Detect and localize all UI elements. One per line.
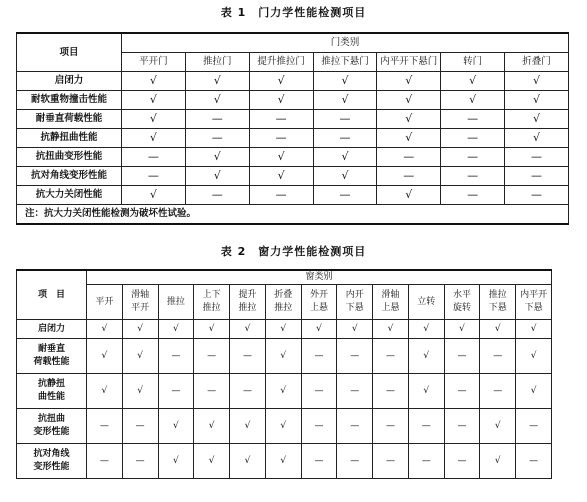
column-header-line: 旋转	[453, 303, 472, 313]
table-cell: √	[185, 167, 249, 186]
column-header-line: 外开	[309, 290, 328, 300]
table-cell: —	[87, 409, 123, 444]
column-header-line: 推拉	[202, 303, 221, 313]
table-cell: —	[249, 110, 313, 129]
table-cell: √	[194, 444, 230, 479]
table-cell: —	[122, 148, 186, 167]
table-cell: —	[408, 409, 444, 444]
table-cell: √	[408, 320, 444, 339]
table-cell: √	[505, 91, 569, 110]
table-cell: —	[313, 129, 377, 148]
column-header-line: 推拉	[274, 303, 293, 313]
row-label-line: 抗对角线	[33, 449, 70, 459]
door-test-table	[16, 32, 569, 225]
column-header-line: 提升	[238, 290, 257, 300]
column-header-line: 下悬	[524, 303, 543, 313]
column-header	[480, 285, 516, 320]
column-header	[194, 285, 230, 320]
door-category-header: 门类别	[122, 33, 569, 53]
table-row	[17, 91, 569, 110]
table-row	[17, 320, 552, 339]
table-cell: √	[377, 72, 441, 91]
table-cell: √	[158, 320, 194, 339]
table-note: 注：抗大力关闭性能检测为破坏性试验。	[17, 205, 569, 225]
column-header: 折叠门	[505, 53, 569, 72]
column-header: 内平开下悬门	[377, 53, 441, 72]
table-cell: —	[185, 186, 249, 205]
column-header	[158, 285, 194, 320]
table-row	[17, 374, 552, 409]
table-cell: —	[194, 374, 230, 409]
table-cell: —	[373, 374, 409, 409]
table-cell: —	[480, 339, 516, 374]
table-cell: —	[408, 444, 444, 479]
row-label: 抗大力关闭性能	[17, 186, 122, 205]
table-cell: √	[313, 167, 377, 186]
table-cell: √	[87, 339, 123, 374]
table-cell: —	[441, 110, 505, 129]
column-header: 平开门	[122, 53, 186, 72]
column-header: 提升推拉门	[249, 53, 313, 72]
table-cell: √	[441, 72, 505, 91]
table-cell: √	[194, 320, 230, 339]
table-cell: √	[122, 72, 186, 91]
table-cell: √	[516, 339, 552, 374]
window-test-table	[16, 269, 552, 479]
table-cell: √	[122, 339, 158, 374]
table-cell: √	[265, 444, 301, 479]
table-row	[17, 339, 552, 374]
table-cell: √	[87, 374, 123, 409]
table-cell: —	[158, 339, 194, 374]
table-cell: √	[122, 110, 186, 129]
row-label	[17, 444, 87, 479]
table-cell: —	[301, 444, 337, 479]
table-row	[17, 129, 569, 148]
table-cell: √	[230, 320, 266, 339]
table-cell: —	[301, 339, 337, 374]
table-cell: √	[377, 110, 441, 129]
column-header	[337, 285, 373, 320]
table-cell: √	[265, 374, 301, 409]
column-header	[87, 285, 123, 320]
item-header: 项目	[17, 33, 122, 72]
row-label-line: 曲性能	[37, 392, 65, 402]
table-cell: —	[505, 148, 569, 167]
table-cell: —	[230, 374, 266, 409]
table-cell: —	[337, 444, 373, 479]
table-cell: —	[230, 339, 266, 374]
item-header: 项 目	[17, 270, 87, 320]
column-header-line: 滑轴	[131, 290, 150, 300]
table-cell: —	[441, 148, 505, 167]
table-cell: √	[377, 186, 441, 205]
column-header: 推拉门	[185, 53, 249, 72]
row-label: 抗对角线变形性能	[17, 167, 122, 186]
table-cell: √	[158, 409, 194, 444]
row-label	[17, 320, 87, 339]
table-cell: √	[249, 167, 313, 186]
column-header	[265, 285, 301, 320]
table-cell: —	[194, 339, 230, 374]
column-header-line: 推拉	[238, 303, 257, 313]
table-cell: —	[516, 444, 552, 479]
table-cell: √	[313, 72, 377, 91]
table-cell: —	[313, 186, 377, 205]
table-cell: √	[313, 148, 377, 167]
column-header	[301, 285, 337, 320]
table-cell: —	[373, 409, 409, 444]
table-cell: √	[185, 72, 249, 91]
table-cell: √	[122, 186, 186, 205]
table-cell: —	[249, 186, 313, 205]
table-cell: √	[444, 320, 480, 339]
table-row	[17, 110, 569, 129]
table-cell: —	[122, 444, 158, 479]
table-cell: √	[265, 409, 301, 444]
row-label: 耐软重物撞击性能	[17, 91, 122, 110]
note-row	[17, 205, 569, 225]
table-row	[17, 409, 552, 444]
column-header	[516, 285, 552, 320]
table-cell: —	[377, 167, 441, 186]
table-cell: —	[441, 129, 505, 148]
column-header-line: 折叠	[274, 290, 293, 300]
table-cell: —	[516, 409, 552, 444]
table-cell: √	[313, 91, 377, 110]
table-cell: √	[122, 91, 186, 110]
table-cell: √	[408, 374, 444, 409]
column-header-line: 平开	[95, 296, 114, 307]
table-cell: —	[505, 167, 569, 186]
table-cell: —	[444, 374, 480, 409]
column-header-line: 推拉	[166, 296, 185, 307]
table-cell: —	[337, 409, 373, 444]
table-cell: √	[230, 444, 266, 479]
table-cell: √	[301, 320, 337, 339]
table-cell: —	[337, 374, 373, 409]
row-label-line: 耐垂直	[37, 344, 65, 354]
table-cell: √	[480, 320, 516, 339]
table-cell: √	[249, 72, 313, 91]
row-label: 抗静扭曲性能	[17, 129, 122, 148]
table-cell: —	[505, 186, 569, 205]
table-cell: —	[122, 167, 186, 186]
table-cell: —	[87, 444, 123, 479]
row-label-line: 抗扭曲	[37, 414, 65, 424]
table-cell: √	[408, 339, 444, 374]
table-cell: —	[313, 110, 377, 129]
table-cell: √	[122, 129, 186, 148]
column-header-line: 下悬	[488, 303, 507, 313]
column-header-line: 上下	[202, 290, 221, 300]
table-cell: —	[373, 339, 409, 374]
table-cell: √	[516, 320, 552, 339]
column-header-line: 上悬	[381, 303, 400, 313]
column-header-line: 水平	[453, 290, 472, 300]
row-label: 抗扭曲变形性能	[17, 148, 122, 167]
table-cell: —	[444, 339, 480, 374]
column-header-line: 立转	[417, 296, 436, 307]
table-cell: √	[373, 320, 409, 339]
column-header	[122, 285, 158, 320]
table-cell: √	[249, 148, 313, 167]
table-cell: √	[377, 91, 441, 110]
table-cell: √	[516, 374, 552, 409]
table-cell: —	[444, 444, 480, 479]
table-row	[17, 148, 569, 167]
row-label: 耐垂直荷载性能	[17, 110, 122, 129]
table-cell: √	[265, 320, 301, 339]
table-cell: √	[505, 129, 569, 148]
table-cell: √	[185, 148, 249, 167]
table-cell: √	[122, 320, 158, 339]
table-cell: √	[230, 409, 266, 444]
table-cell: —	[441, 167, 505, 186]
column-header-line: 内平开	[520, 290, 548, 300]
table-cell: √	[505, 110, 569, 129]
column-header	[230, 285, 266, 320]
row-label	[17, 409, 87, 444]
table-row	[17, 167, 569, 186]
row-label-line: 变形性能	[33, 462, 70, 472]
table-cell: √	[377, 129, 441, 148]
column-header-line: 滑轴	[381, 290, 400, 300]
column-header-line: 上悬	[309, 303, 328, 313]
table-row	[17, 72, 569, 91]
table-cell: √	[480, 444, 516, 479]
column-header	[373, 285, 409, 320]
column-header-line: 平开	[131, 303, 150, 313]
row-label-line: 荷载性能	[33, 357, 70, 367]
table-cell: √	[194, 409, 230, 444]
table-cell: —	[373, 444, 409, 479]
table-cell: √	[158, 444, 194, 479]
column-header-line: 推拉	[488, 290, 507, 300]
table-cell: —	[185, 110, 249, 129]
table-cell: √	[441, 91, 505, 110]
column-header: 转门	[441, 53, 505, 72]
table-cell: —	[301, 374, 337, 409]
table-cell: —	[441, 186, 505, 205]
table-row	[17, 444, 552, 479]
table-cell: —	[444, 409, 480, 444]
table-cell: —	[122, 409, 158, 444]
row-label-line: 抗静扭	[37, 379, 65, 389]
column-header	[408, 285, 444, 320]
table-cell: —	[480, 374, 516, 409]
column-header-line: 下悬	[345, 303, 364, 313]
table-cell: √	[122, 374, 158, 409]
table-cell: —	[377, 148, 441, 167]
table-cell: √	[185, 91, 249, 110]
row-label-line: 启闭力	[37, 323, 65, 334]
row-label: 启闭力	[17, 72, 122, 91]
table-cell: √	[265, 339, 301, 374]
table-row	[17, 186, 569, 205]
table-cell: √	[505, 72, 569, 91]
row-label	[17, 374, 87, 409]
table1-caption: 表 1 门力学性能检测项目	[220, 6, 367, 19]
column-header: 推拉下悬门	[313, 53, 377, 72]
row-label	[17, 339, 87, 374]
table-cell: √	[249, 91, 313, 110]
table2-caption: 表 2 窗力学性能检测项目	[220, 245, 367, 258]
table-cell: —	[158, 374, 194, 409]
table-cell: √	[480, 409, 516, 444]
table-cell: —	[185, 129, 249, 148]
table-cell: —	[337, 339, 373, 374]
table-cell: √	[87, 320, 123, 339]
table-cell: √	[337, 320, 373, 339]
table-cell: —	[249, 129, 313, 148]
window-category-header: 窗类别	[87, 270, 552, 285]
row-label-line: 变形性能	[33, 427, 70, 437]
column-header	[444, 285, 480, 320]
table-cell: —	[301, 409, 337, 444]
column-header-line: 内开	[345, 290, 364, 300]
